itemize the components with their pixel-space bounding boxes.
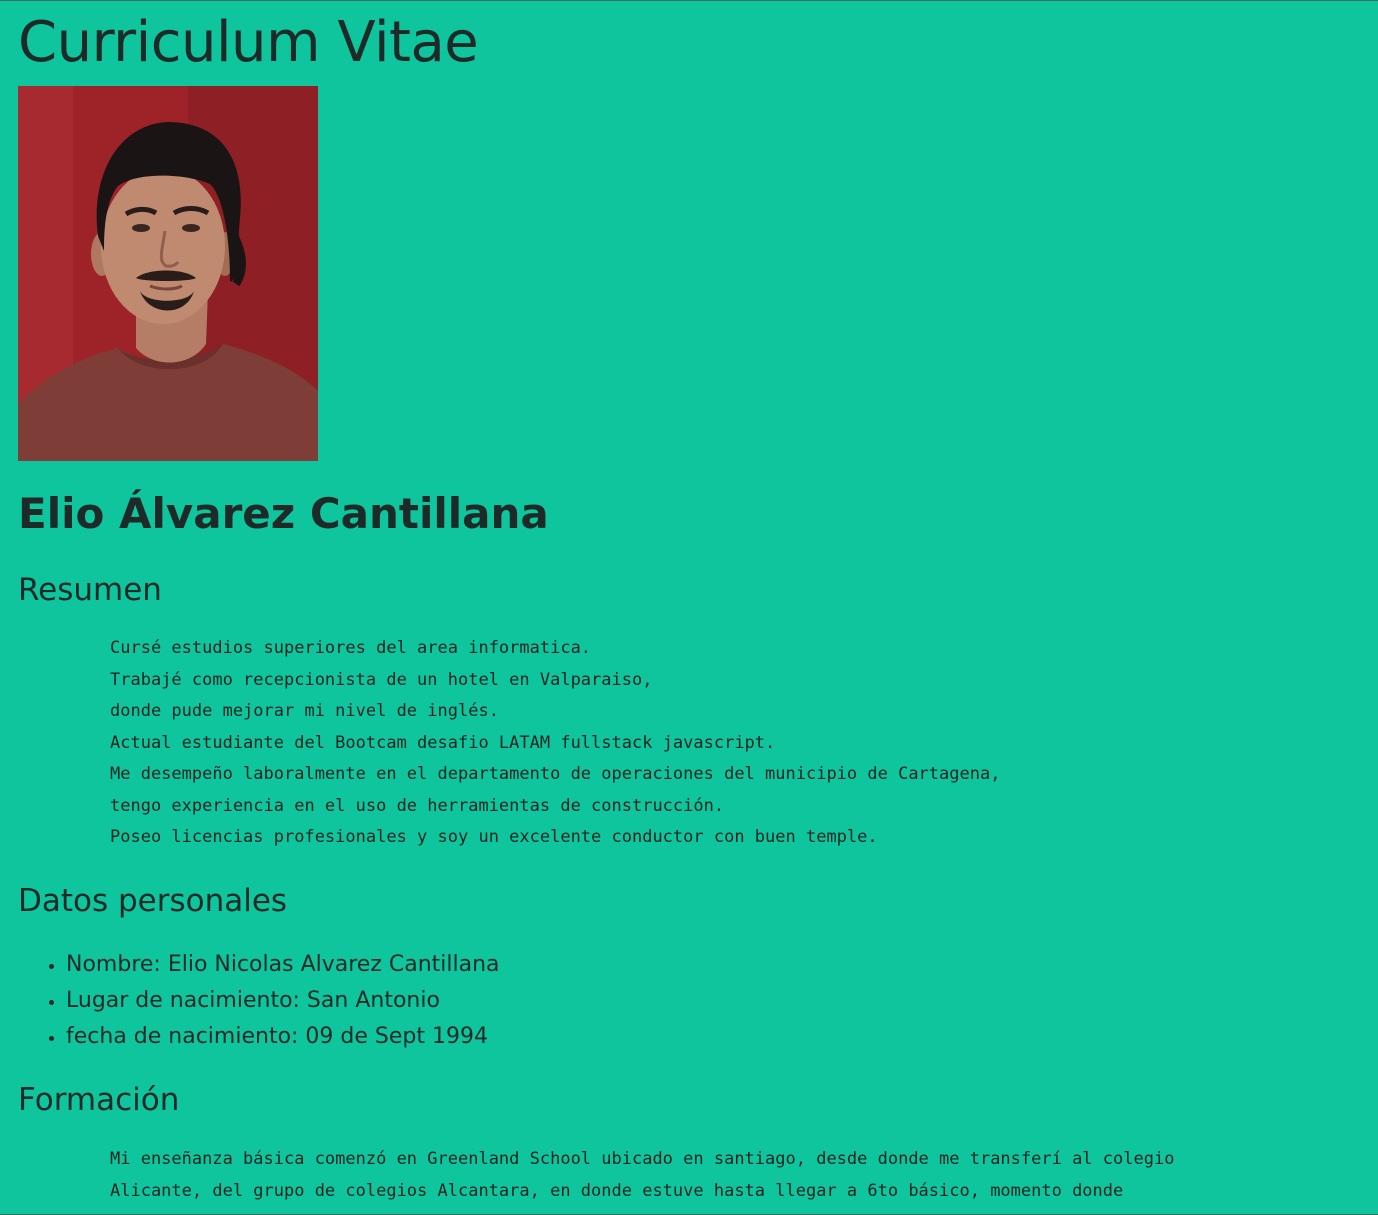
list-item: • Lugar de nacimiento: San Antonio (66, 983, 500, 1019)
page-title: Curriculum Vitae (18, 10, 479, 75)
resumen-line: tengo experiencia en el uso de herramientas de construcción. (110, 795, 725, 816)
section-heading-formacion: Formación (18, 1082, 180, 1118)
formacion-line: Alicante, del grupo de colegios Alcantara, en donde estuve hasta llegar a 6to básico, momento donde (110, 1180, 1124, 1201)
resumen-line: Poseo licencias profesionales y soy un excelente conductor con buen temple. (110, 827, 878, 847)
formacion-line: Mi enseñanza básica comenzó en Greenland School ubicado en santiago, desde donde me transferí al colegio (110, 1149, 1175, 1169)
resumen-line: Me desempeño laboralmente en el departamento de operaciones del municipio de Cartagena, (110, 764, 1001, 784)
datos-personales-list (18, 947, 500, 1055)
resumen-line: donde pude mejorar mi nivel de inglés. (110, 701, 499, 721)
formacion-text (110, 1144, 1174, 1207)
resumen-line: Actual estudiante del Bootcam desafio LATAM fullstack javascript. (110, 732, 776, 753)
resumen-line: Cursé estudios superiores del area informatica. (110, 638, 592, 658)
person-name: Elio Álvarez Cantillana (18, 489, 549, 538)
portrait-photo-icon (18, 86, 318, 461)
resumen-text (110, 633, 1000, 854)
section-heading-resumen: Resumen (18, 572, 162, 608)
profile-photo (18, 86, 318, 461)
resumen-line: Trabajé como recepcionista de un hotel en Valparaiso, (110, 669, 653, 690)
list-item: • Nombre: Elio Nicolas Alvarez Cantillana (66, 947, 500, 983)
section-heading-datos-personales: Datos personales (18, 883, 288, 919)
list-item: • fecha de nacimiento: 09 de Sept 1994 (66, 1019, 500, 1055)
